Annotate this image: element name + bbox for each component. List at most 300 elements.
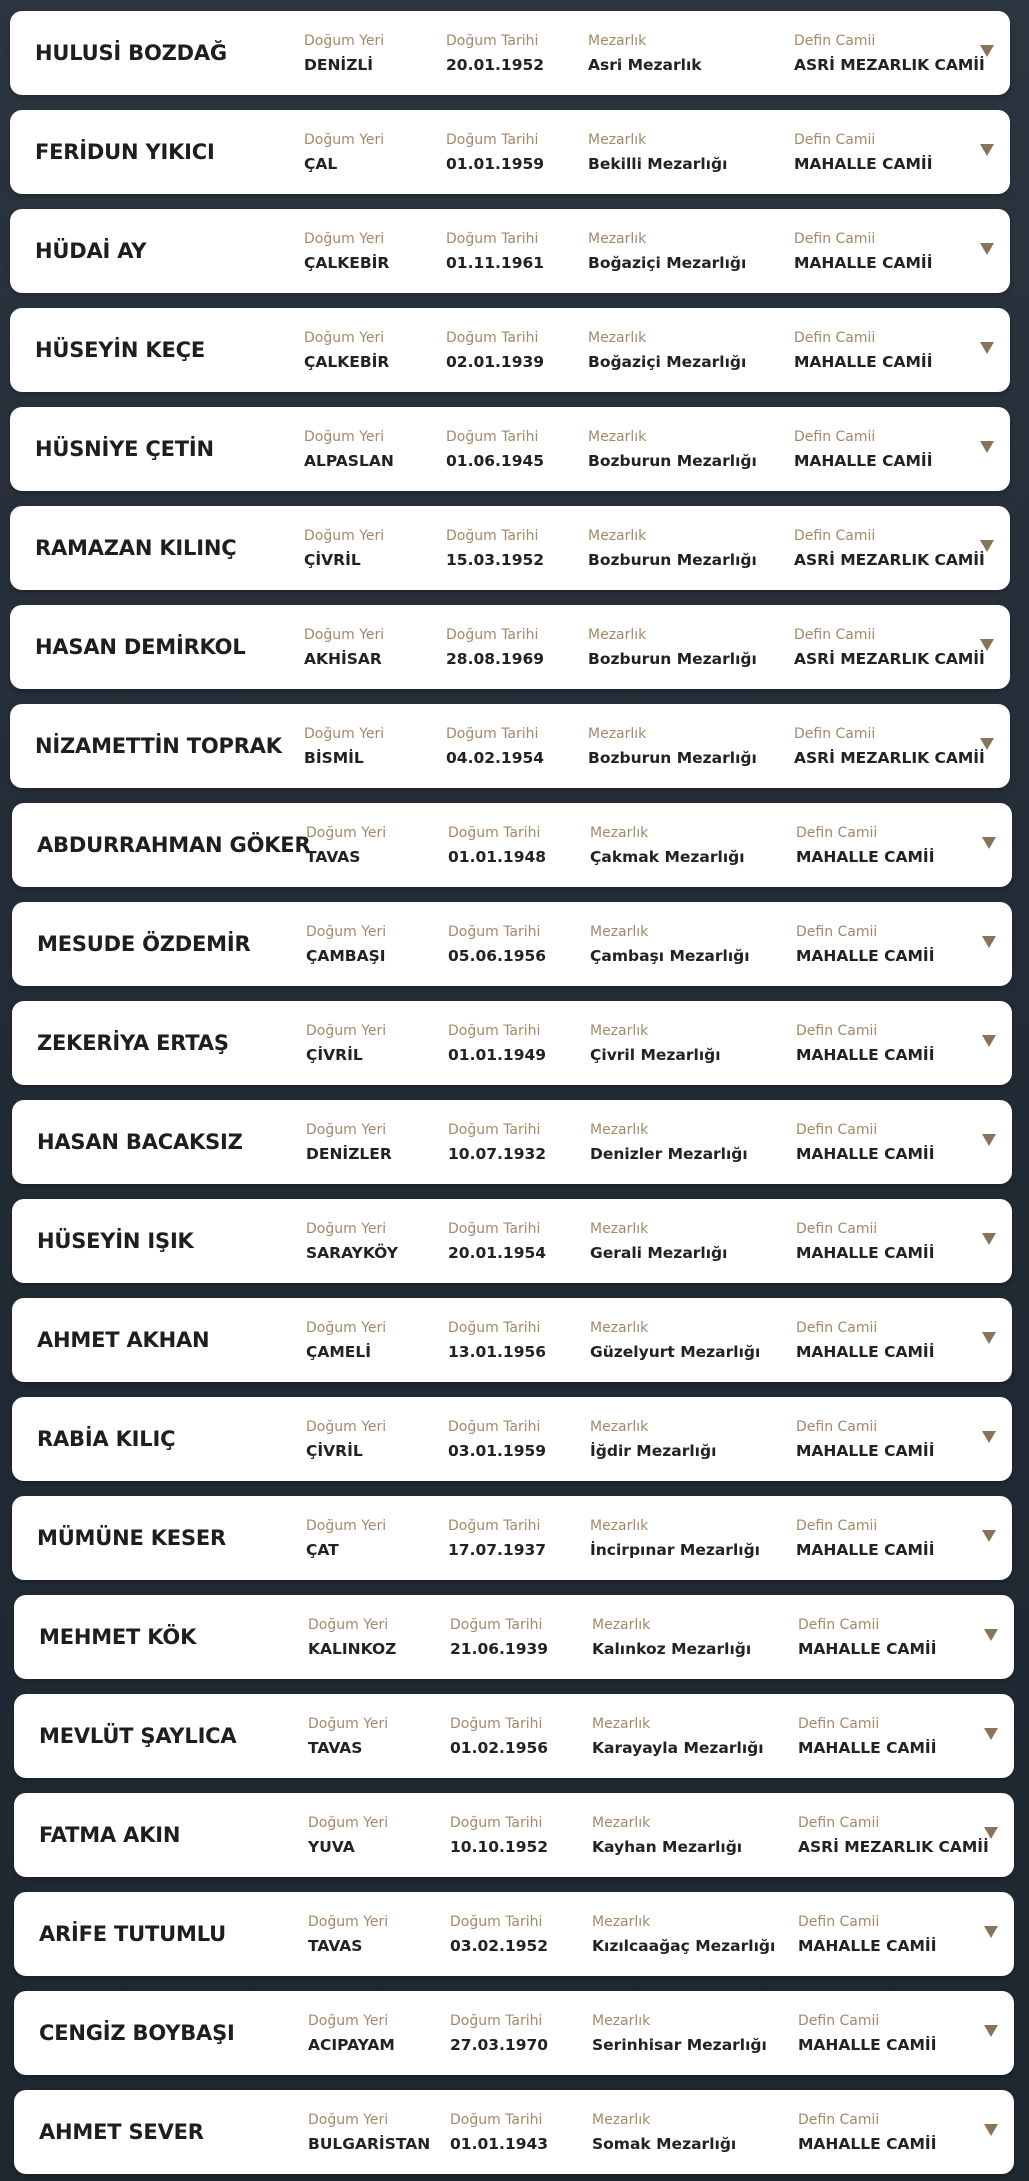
funeral-mosque-field bbox=[794, 230, 932, 272]
funeral-mosque-value: MAHALLE CAMİİ bbox=[796, 1541, 935, 1559]
cemetery-label: Mezarlık bbox=[590, 1122, 649, 1138]
birth-place-field bbox=[306, 1022, 386, 1064]
funeral-mosque-label: Defin Camii bbox=[798, 1617, 880, 1633]
birth-date-value: 01.06.1945 bbox=[446, 452, 545, 470]
record-card[interactable] bbox=[12, 1199, 1012, 1283]
birth-place-value: ÇALKEBİR bbox=[304, 254, 390, 272]
birth-place-field bbox=[306, 1121, 392, 1163]
record-card[interactable] bbox=[14, 1793, 1014, 1877]
funeral-mosque-value: MAHALLE CAMİİ bbox=[796, 947, 935, 965]
funeral-mosque-label: Defin Camii bbox=[796, 1122, 878, 1138]
birth-date-label: Doğum Tarihi bbox=[446, 330, 539, 346]
birth-place-value: BİSMİL bbox=[304, 749, 364, 767]
birth-place-label: Doğum Yeri bbox=[306, 1419, 387, 1435]
birth-date-value: 10.07.1932 bbox=[448, 1145, 547, 1163]
chevron-down-icon[interactable] bbox=[982, 1332, 996, 1344]
birth-place-field bbox=[304, 725, 384, 767]
cemetery-field bbox=[590, 1022, 721, 1064]
birth-place-field bbox=[304, 626, 384, 668]
cemetery-value: Somak Mezarlığı bbox=[592, 2135, 737, 2153]
chevron-down-icon[interactable] bbox=[980, 441, 994, 453]
birth-date-label: Doğum Tarihi bbox=[448, 924, 541, 940]
birth-date-label: Doğum Tarihi bbox=[448, 825, 541, 841]
birth-date-label: Doğum Tarihi bbox=[446, 132, 539, 148]
birth-date-label: Doğum Tarihi bbox=[450, 2112, 543, 2128]
birth-date-field bbox=[446, 131, 544, 173]
funeral-mosque-label: Defin Camii bbox=[794, 33, 876, 49]
birth-date-field bbox=[446, 230, 544, 272]
deceased-name: MÜMÜNE KESER bbox=[37, 1526, 226, 1550]
funeral-mosque-field bbox=[794, 428, 932, 470]
record-card[interactable] bbox=[10, 308, 1010, 392]
birth-date-label: Doğum Tarihi bbox=[450, 1914, 543, 1930]
cemetery-field bbox=[592, 1616, 751, 1658]
chevron-down-icon[interactable] bbox=[984, 2124, 998, 2136]
chevron-down-icon[interactable] bbox=[984, 1827, 998, 1839]
birth-date-label: Doğum Tarihi bbox=[448, 1518, 541, 1534]
funeral-mosque-value: MAHALLE CAMİİ bbox=[796, 1145, 935, 1163]
birth-place-value: ÇAMELİ bbox=[306, 1343, 372, 1361]
birth-date-field bbox=[450, 1715, 548, 1757]
funeral-mosque-label: Defin Camii bbox=[796, 1221, 878, 1237]
birth-place-label: Doğum Yeri bbox=[304, 726, 385, 742]
funeral-mosque-value: MAHALLE CAMİİ bbox=[796, 1244, 935, 1262]
record-card[interactable] bbox=[10, 209, 1010, 293]
birth-place-field bbox=[304, 428, 394, 470]
deceased-name: HÜSNİYE ÇETİN bbox=[35, 437, 214, 461]
funeral-mosque-value: ASRİ MEZARLIK CAMİİ bbox=[794, 56, 985, 74]
funeral-mosque-label: Defin Camii bbox=[798, 2013, 880, 2029]
birth-place-value: SARAYKÖY bbox=[306, 1244, 398, 1262]
birth-date-field bbox=[448, 923, 546, 965]
record-card[interactable] bbox=[12, 1100, 1012, 1184]
birth-date-label: Doğum Tarihi bbox=[450, 1617, 543, 1633]
cemetery-label: Mezarlık bbox=[590, 924, 649, 940]
deceased-name: AHMET SEVER bbox=[39, 2120, 204, 2144]
birth-date-label: Doğum Tarihi bbox=[446, 231, 539, 247]
birth-date-field bbox=[446, 527, 544, 569]
funeral-mosque-field bbox=[796, 1319, 934, 1361]
birth-date-field bbox=[446, 626, 544, 668]
cemetery-value: Kızılcaağaç Mezarlığı bbox=[592, 1937, 776, 1955]
cemetery-value: Serinhisar Mezarlığı bbox=[592, 2036, 767, 2054]
cemetery-value: Çakmak Mezarlığı bbox=[590, 848, 745, 866]
funeral-mosque-field bbox=[796, 1517, 934, 1559]
funeral-mosque-field bbox=[794, 131, 932, 173]
chevron-down-icon[interactable] bbox=[982, 1431, 996, 1443]
funeral-mosque-value: MAHALLE CAMİİ bbox=[798, 2036, 937, 2054]
birth-date-field bbox=[448, 1121, 546, 1163]
birth-place-field bbox=[308, 1814, 388, 1856]
record-card[interactable] bbox=[12, 1397, 1012, 1481]
funeral-mosque-field bbox=[794, 725, 985, 767]
funeral-mosque-value: MAHALLE CAMİİ bbox=[796, 848, 935, 866]
birth-place-field bbox=[308, 2111, 430, 2153]
birth-place-field bbox=[308, 1715, 388, 1757]
birth-place-label: Doğum Yeri bbox=[308, 1815, 389, 1831]
deceased-name: FATMA AKIN bbox=[39, 1823, 181, 1847]
funeral-mosque-label: Defin Camii bbox=[794, 726, 876, 742]
chevron-down-icon[interactable] bbox=[982, 1233, 996, 1245]
funeral-mosque-value: MAHALLE CAMİİ bbox=[796, 1046, 935, 1064]
deceased-name: HULUSİ BOZDAĞ bbox=[35, 41, 227, 65]
birth-date-label: Doğum Tarihi bbox=[448, 1221, 541, 1237]
birth-place-label: Doğum Yeri bbox=[308, 1716, 389, 1732]
deceased-name: RABİA KILIÇ bbox=[37, 1427, 176, 1451]
birth-date-label: Doğum Tarihi bbox=[448, 1320, 541, 1336]
birth-place-field bbox=[308, 1616, 396, 1658]
birth-place-label: Doğum Yeri bbox=[308, 1617, 389, 1633]
funeral-mosque-label: Defin Camii bbox=[798, 1914, 880, 1930]
record-card[interactable] bbox=[10, 605, 1010, 689]
funeral-mosque-field bbox=[794, 626, 985, 668]
birth-date-field bbox=[448, 1418, 546, 1460]
cemetery-label: Mezarlık bbox=[588, 627, 647, 643]
cemetery-field bbox=[590, 1418, 716, 1460]
chevron-down-icon[interactable] bbox=[980, 144, 994, 156]
cemetery-field bbox=[588, 428, 757, 470]
chevron-down-icon[interactable] bbox=[980, 342, 994, 354]
birth-date-value: 04.02.1954 bbox=[446, 749, 545, 767]
cemetery-field bbox=[588, 725, 757, 767]
birth-date-field bbox=[446, 32, 544, 74]
birth-date-value: 03.02.1952 bbox=[450, 1937, 549, 1955]
birth-date-label: Doğum Tarihi bbox=[446, 33, 539, 49]
birth-date-label: Doğum Tarihi bbox=[448, 1122, 541, 1138]
funeral-mosque-value: MAHALLE CAMİİ bbox=[798, 1937, 937, 1955]
deceased-name: ABDURRAHMAN GÖKER bbox=[37, 833, 311, 857]
birth-place-field bbox=[306, 1418, 386, 1460]
birth-date-field bbox=[448, 824, 546, 866]
birth-place-field bbox=[306, 923, 386, 965]
record-card[interactable] bbox=[14, 1595, 1014, 1679]
deceased-name: MEHMET KÖK bbox=[39, 1625, 197, 1649]
cemetery-field bbox=[588, 230, 746, 272]
funeral-mosque-value: ASRİ MEZARLIK CAMİİ bbox=[798, 1838, 989, 1856]
chevron-down-icon[interactable] bbox=[984, 1629, 998, 1641]
birth-date-label: Doğum Tarihi bbox=[448, 1419, 541, 1435]
cemetery-label: Mezarlık bbox=[590, 1221, 649, 1237]
cemetery-value: Karayayla Mezarlığı bbox=[592, 1739, 764, 1757]
birth-date-label: Doğum Tarihi bbox=[450, 1815, 543, 1831]
cemetery-field bbox=[592, 1715, 764, 1757]
funeral-mosque-field bbox=[796, 1022, 934, 1064]
cemetery-field bbox=[592, 1913, 775, 1955]
birth-date-field bbox=[448, 1319, 546, 1361]
cemetery-label: Mezarlık bbox=[592, 1914, 651, 1930]
record-card[interactable] bbox=[12, 1001, 1012, 1085]
funeral-mosque-field bbox=[796, 824, 934, 866]
record-card[interactable] bbox=[10, 11, 1010, 95]
record-card[interactable] bbox=[12, 902, 1012, 986]
birth-place-label: Doğum Yeri bbox=[306, 825, 387, 841]
record-card[interactable] bbox=[12, 1496, 1012, 1580]
record-card[interactable] bbox=[12, 1298, 1012, 1382]
cemetery-value: Denizler Mezarlığı bbox=[590, 1145, 748, 1163]
birth-place-value: ÇİVRİL bbox=[306, 1046, 363, 1064]
deceased-name: MEVLÜT ŞAYLICA bbox=[39, 1724, 237, 1748]
birth-date-value: 03.01.1959 bbox=[448, 1442, 547, 1460]
deceased-name: FERİDUN YIKICI bbox=[35, 140, 215, 164]
birth-place-label: Doğum Yeri bbox=[304, 627, 385, 643]
birth-date-value: 02.01.1939 bbox=[446, 353, 545, 371]
birth-place-label: Doğum Yeri bbox=[304, 528, 385, 544]
deceased-name: CENGİZ BOYBAŞI bbox=[39, 2021, 235, 2045]
cemetery-value: Gerali Mezarlığı bbox=[590, 1244, 728, 1262]
funeral-mosque-value: MAHALLE CAMİİ bbox=[798, 1739, 937, 1757]
cemetery-label: Mezarlık bbox=[588, 528, 647, 544]
birth-place-value: ACIPAYAM bbox=[308, 2036, 395, 2054]
deceased-name: MESUDE ÖZDEMİR bbox=[37, 932, 251, 956]
birth-date-value: 17.07.1937 bbox=[448, 1541, 547, 1559]
cemetery-value: Bozburun Mezarlığı bbox=[588, 650, 757, 668]
cemetery-label: Mezarlık bbox=[592, 1617, 651, 1633]
birth-place-field bbox=[306, 1319, 386, 1361]
record-card[interactable] bbox=[14, 1892, 1014, 1976]
birth-place-value: DENİZLER bbox=[306, 1145, 392, 1163]
funeral-mosque-field bbox=[798, 1913, 936, 1955]
chevron-down-icon[interactable] bbox=[984, 2025, 998, 2037]
birth-place-field bbox=[308, 1913, 388, 1955]
birth-date-value: 10.10.1952 bbox=[450, 1838, 549, 1856]
birth-place-value: TAVAS bbox=[306, 848, 361, 866]
birth-date-field bbox=[446, 725, 544, 767]
chevron-down-icon[interactable] bbox=[980, 243, 994, 255]
birth-date-value: 15.03.1952 bbox=[446, 551, 545, 569]
birth-date-value: 01.01.1959 bbox=[446, 155, 545, 173]
cemetery-field bbox=[590, 1220, 727, 1262]
chevron-down-icon[interactable] bbox=[984, 1926, 998, 1938]
record-card[interactable] bbox=[12, 803, 1012, 887]
chevron-down-icon[interactable] bbox=[980, 738, 994, 750]
cemetery-field bbox=[590, 1517, 760, 1559]
birth-place-label: Doğum Yeri bbox=[304, 231, 385, 247]
chevron-down-icon[interactable] bbox=[982, 1035, 996, 1047]
chevron-down-icon[interactable] bbox=[980, 45, 994, 57]
birth-place-label: Doğum Yeri bbox=[306, 1320, 387, 1336]
birth-date-field bbox=[450, 2012, 548, 2054]
record-card[interactable] bbox=[10, 110, 1010, 194]
birth-date-value: 01.01.1949 bbox=[448, 1046, 547, 1064]
birth-place-value: BULGARİSTAN bbox=[308, 2135, 431, 2153]
funeral-mosque-field bbox=[796, 1220, 934, 1262]
cemetery-value: Kalınkoz Mezarlığı bbox=[592, 1640, 752, 1658]
cemetery-label: Mezarlık bbox=[590, 825, 649, 841]
birth-place-value: YUVA bbox=[308, 1838, 355, 1856]
cemetery-label: Mezarlık bbox=[588, 33, 647, 49]
birth-place-field bbox=[304, 230, 389, 272]
chevron-down-icon[interactable] bbox=[982, 1530, 996, 1542]
cemetery-label: Mezarlık bbox=[590, 1023, 649, 1039]
cemetery-label: Mezarlık bbox=[590, 1419, 649, 1435]
cemetery-value: Bekilli Mezarlığı bbox=[588, 155, 728, 173]
cemetery-field bbox=[588, 32, 702, 74]
cemetery-field bbox=[592, 2012, 767, 2054]
cemetery-label: Mezarlık bbox=[592, 1815, 651, 1831]
birth-place-label: Doğum Yeri bbox=[304, 132, 385, 148]
funeral-mosque-label: Defin Camii bbox=[796, 1023, 878, 1039]
birth-place-label: Doğum Yeri bbox=[306, 1122, 387, 1138]
funeral-mosque-label: Defin Camii bbox=[798, 1716, 880, 1732]
birth-place-field bbox=[304, 32, 384, 74]
record-card[interactable] bbox=[10, 506, 1010, 590]
birth-date-field bbox=[446, 329, 544, 371]
cemetery-label: Mezarlık bbox=[588, 132, 647, 148]
birth-place-label: Doğum Yeri bbox=[304, 33, 385, 49]
birth-date-value: 01.01.1943 bbox=[450, 2135, 549, 2153]
cemetery-value: Bozburun Mezarlığı bbox=[588, 749, 757, 767]
record-card[interactable] bbox=[10, 407, 1010, 491]
cemetery-value: Kayhan Mezarlığı bbox=[592, 1838, 743, 1856]
funeral-mosque-field bbox=[794, 32, 985, 74]
birth-place-field bbox=[306, 824, 386, 866]
birth-date-value: 28.08.1969 bbox=[446, 650, 545, 668]
funeral-mosque-field bbox=[796, 1121, 934, 1163]
funeral-mosque-field bbox=[794, 329, 932, 371]
deceased-name: HÜDAİ AY bbox=[35, 239, 147, 263]
funeral-mosque-value: ASRİ MEZARLIK CAMİİ bbox=[794, 650, 985, 668]
funeral-mosque-value: MAHALLE CAMİİ bbox=[794, 155, 933, 173]
funeral-mosque-field bbox=[798, 2012, 936, 2054]
funeral-mosque-label: Defin Camii bbox=[794, 627, 876, 643]
birth-date-label: Doğum Tarihi bbox=[446, 627, 539, 643]
funeral-mosque-field bbox=[798, 2111, 936, 2153]
birth-place-label: Doğum Yeri bbox=[306, 1518, 387, 1534]
birth-date-field bbox=[448, 1517, 546, 1559]
birth-place-label: Doğum Yeri bbox=[306, 1221, 387, 1237]
cemetery-value: İncirpınar Mezarlığı bbox=[590, 1541, 760, 1559]
birth-date-field bbox=[450, 1913, 548, 1955]
birth-place-label: Doğum Yeri bbox=[308, 2112, 389, 2128]
birth-place-value: AKHİSAR bbox=[304, 650, 382, 668]
cemetery-label: Mezarlık bbox=[588, 330, 647, 346]
birth-date-value: 05.06.1956 bbox=[448, 947, 547, 965]
funeral-mosque-value: MAHALLE CAMİİ bbox=[796, 1343, 935, 1361]
deceased-name: HÜSEYİN IŞIK bbox=[37, 1229, 194, 1253]
birth-place-label: Doğum Yeri bbox=[306, 1023, 387, 1039]
birth-date-field bbox=[450, 1616, 548, 1658]
chevron-down-icon[interactable] bbox=[984, 1728, 998, 1740]
funeral-mosque-value: MAHALLE CAMİİ bbox=[798, 1640, 937, 1658]
funeral-mosque-label: Defin Camii bbox=[798, 2112, 880, 2128]
cemetery-label: Mezarlık bbox=[588, 726, 647, 742]
birth-place-value: TAVAS bbox=[308, 1739, 363, 1757]
cemetery-field bbox=[590, 1319, 760, 1361]
birth-date-value: 01.02.1956 bbox=[450, 1739, 549, 1757]
funeral-mosque-field bbox=[798, 1715, 936, 1757]
funeral-mosque-value: ASRİ MEZARLIK CAMİİ bbox=[794, 551, 985, 569]
birth-place-field bbox=[304, 131, 384, 173]
funeral-mosque-label: Defin Camii bbox=[796, 825, 878, 841]
funeral-mosque-field bbox=[796, 1418, 934, 1460]
cemetery-value: Çivril Mezarlığı bbox=[590, 1046, 721, 1064]
record-card[interactable] bbox=[14, 2090, 1014, 2174]
deceased-name: RAMAZAN KILINÇ bbox=[35, 536, 237, 560]
chevron-down-icon[interactable] bbox=[980, 639, 994, 651]
funeral-mosque-label: Defin Camii bbox=[794, 330, 876, 346]
birth-place-value: ÇAT bbox=[306, 1541, 339, 1559]
chevron-down-icon[interactable] bbox=[982, 837, 996, 849]
birth-date-label: Doğum Tarihi bbox=[446, 528, 539, 544]
cemetery-field bbox=[588, 329, 746, 371]
cemetery-label: Mezarlık bbox=[592, 1716, 651, 1732]
funeral-mosque-value: ASRİ MEZARLIK CAMİİ bbox=[794, 749, 985, 767]
funeral-mosque-field bbox=[794, 527, 985, 569]
cemetery-field bbox=[588, 626, 757, 668]
birth-date-value: 20.01.1952 bbox=[446, 56, 545, 74]
cemetery-label: Mezarlık bbox=[588, 429, 647, 445]
birth-place-value: ALPASLAN bbox=[304, 452, 394, 470]
funeral-mosque-label: Defin Camii bbox=[796, 924, 878, 940]
deceased-name: NİZAMETTİN TOPRAK bbox=[35, 734, 282, 758]
cemetery-field bbox=[590, 923, 750, 965]
cemetery-label: Mezarlık bbox=[590, 1518, 649, 1534]
birth-place-value: DENİZLİ bbox=[304, 56, 374, 74]
deceased-name: HASAN DEMİRKOL bbox=[35, 635, 246, 659]
birth-date-value: 01.11.1961 bbox=[446, 254, 545, 272]
cemetery-field bbox=[588, 527, 757, 569]
birth-date-field bbox=[446, 428, 544, 470]
funeral-mosque-label: Defin Camii bbox=[798, 1815, 880, 1831]
funeral-mosque-value: MAHALLE CAMİİ bbox=[794, 254, 933, 272]
birth-date-value: 21.06.1939 bbox=[450, 1640, 549, 1658]
cemetery-value: Çambaşı Mezarlığı bbox=[590, 947, 750, 965]
cemetery-value: Boğaziçi Mezarlığı bbox=[588, 254, 747, 272]
cemetery-label: Mezarlık bbox=[590, 1320, 649, 1336]
birth-date-field bbox=[448, 1022, 546, 1064]
deceased-name: ZEKERİYA ERTAŞ bbox=[37, 1031, 229, 1055]
chevron-down-icon[interactable] bbox=[980, 540, 994, 552]
cemetery-value: Bozburun Mezarlığı bbox=[588, 452, 757, 470]
funeral-mosque-field bbox=[798, 1814, 989, 1856]
birth-place-field bbox=[304, 527, 384, 569]
birth-place-value: ÇİVRİL bbox=[304, 551, 361, 569]
birth-place-field bbox=[306, 1517, 386, 1559]
birth-date-label: Doğum Tarihi bbox=[446, 726, 539, 742]
birth-date-label: Doğum Tarihi bbox=[448, 1023, 541, 1039]
birth-date-label: Doğum Tarihi bbox=[446, 429, 539, 445]
funeral-mosque-field bbox=[796, 923, 934, 965]
funeral-mosque-value: MAHALLE CAMİİ bbox=[796, 1442, 935, 1460]
birth-place-value: KALINKOZ bbox=[308, 1640, 397, 1658]
deceased-name: AHMET AKHAN bbox=[37, 1328, 210, 1352]
cemetery-value: İğdir Mezarlığı bbox=[590, 1442, 717, 1460]
record-card[interactable] bbox=[14, 1694, 1014, 1778]
birth-date-value: 20.01.1954 bbox=[448, 1244, 547, 1262]
birth-date-label: Doğum Tarihi bbox=[450, 1716, 543, 1732]
funeral-mosque-label: Defin Camii bbox=[794, 231, 876, 247]
birth-place-value: ÇALKEBİR bbox=[304, 353, 390, 371]
record-card[interactable] bbox=[14, 1991, 1014, 2075]
funeral-mosque-value: MAHALLE CAMİİ bbox=[798, 2135, 937, 2153]
birth-place-label: Doğum Yeri bbox=[304, 429, 385, 445]
record-card[interactable] bbox=[10, 704, 1010, 788]
cemetery-field bbox=[592, 2111, 736, 2153]
funeral-mosque-value: MAHALLE CAMİİ bbox=[794, 353, 933, 371]
chevron-down-icon[interactable] bbox=[982, 936, 996, 948]
birth-date-value: 13.01.1956 bbox=[448, 1343, 547, 1361]
funeral-mosque-label: Defin Camii bbox=[796, 1419, 878, 1435]
funeral-mosque-label: Defin Camii bbox=[796, 1518, 878, 1534]
cemetery-label: Mezarlık bbox=[592, 2013, 651, 2029]
funeral-mosque-label: Defin Camii bbox=[794, 429, 876, 445]
birth-date-value: 01.01.1948 bbox=[448, 848, 547, 866]
birth-place-value: TAVAS bbox=[308, 1937, 363, 1955]
chevron-down-icon[interactable] bbox=[982, 1134, 996, 1146]
cemetery-field bbox=[590, 1121, 748, 1163]
birth-place-label: Doğum Yeri bbox=[306, 924, 387, 940]
cemetery-value: Boğaziçi Mezarlığı bbox=[588, 353, 747, 371]
